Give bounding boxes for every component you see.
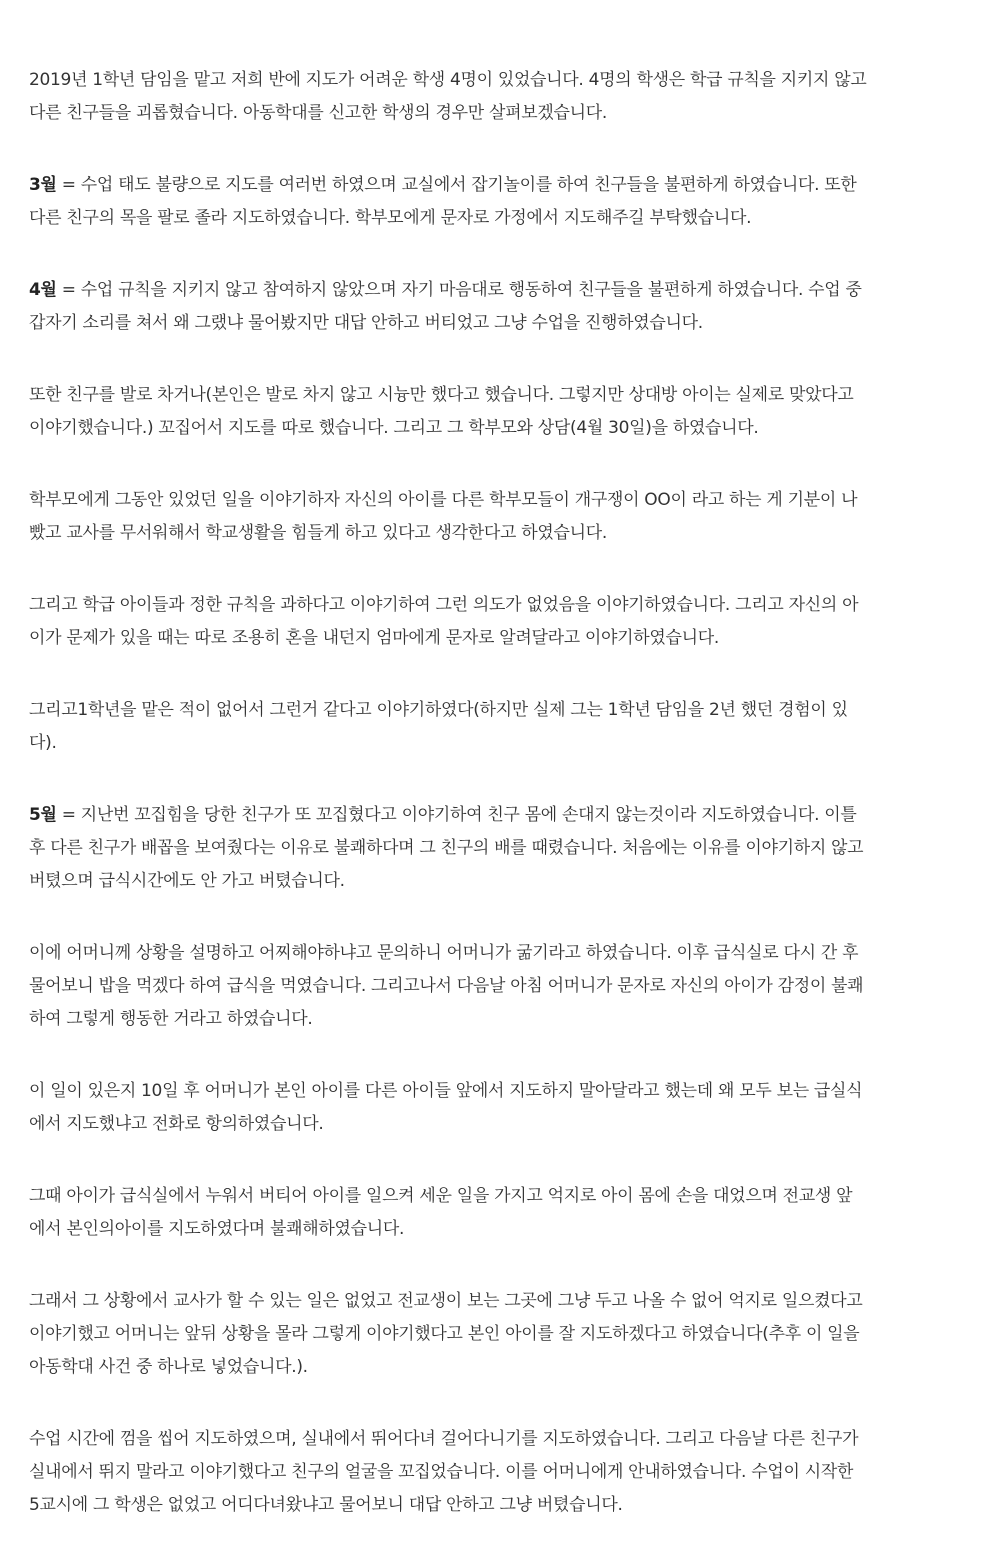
text-line: 빴고 교사를 무서워해서 학교생활을 힘들게 하고 있다고 생각한다고 하였습니다.: [29, 523, 607, 543]
text-line: 2019년 1학년 담임을 맡고 저희 반에 지도가 어려운 학생 4명이 있었습니다. 4명의 학생은 학급 규칙을 지키지 않고: [29, 70, 867, 90]
text-segment: = 수업 태도 불량으로 지도를 여러번 하였으며 교실에서 잡기놀이를 하여 친구들을 불편하게 하였습니다. 또한: [56, 175, 857, 195]
text-line: 5교시에 그 학생은 없었고 어디다녀왔냐고 물어보니 대답 안하고 그냥 버텼습니다.: [29, 1495, 623, 1515]
paragraph-parent-talk: [29, 484, 974, 550]
text-line: 이 일이 있은지 10일 후 어머니가 본인 아이를 다른 아이들 앞에서 지도하지 말아달라고 했는데 왜 모두 보는 급실식: [29, 1081, 863, 1101]
text-line: 버텼으며 급식시간에도 안 가고 버텼습니다.: [29, 871, 345, 891]
text-line: [29, 274, 974, 307]
text-line: [29, 799, 974, 832]
text-line: 이야기했고 어머니는 앞뒤 상황을 몰라 그렇게 이야기했다고 본인 아이를 잘 지도하겠다고 하였습니다(추후 이 일을: [29, 1324, 860, 1344]
text-line: 갑자기 소리를 쳐서 왜 그랬냐 물어봤지만 대답 안하고 버티었고 그냥 수업을 진행하였습니다.: [29, 313, 703, 333]
paragraph-cafeteria: [29, 1180, 974, 1246]
paragraph-kicking: [29, 379, 974, 445]
text-line: 하여 그렇게 행동한 거라고 하였습니다.: [29, 1009, 313, 1029]
article-body: [29, 64, 974, 1561]
text-segment: = 지난번 꼬집힘을 당한 친구가 또 꼬집혔다고 이야기하여 친구 몸에 손대지 않는것이라 지도하였습니다. 이틀: [56, 805, 857, 825]
paragraph-lunch: [29, 937, 974, 1036]
paragraph-april: [29, 274, 974, 340]
text-line: [29, 169, 974, 202]
paragraph-complaint: [29, 1075, 974, 1141]
paragraph-intro: [29, 64, 974, 130]
paragraph-experience: [29, 694, 974, 760]
text-line: 이야기했습니다.) 꼬집어서 지도를 따로 했습니다. 그리고 그 학부모와 상담(4월 30일)을 하였습니다.: [29, 418, 759, 438]
text-line: 물어보니 밥을 먹겠다 하여 급식을 먹였습니다. 그리고나서 다음날 아침 어머니가 문자로 자신의 아이가 감정이 불쾌: [29, 976, 864, 996]
text-line: 이에 어머니께 상황을 설명하고 어찌해야하냐고 문의하니 어머니가 굶기라고 하였습니다. 이후 급식실로 다시 간 후: [29, 943, 859, 963]
paragraph-rules: [29, 589, 974, 655]
text-line: 그때 아이가 급식실에서 누워서 버티어 아이를 일으켜 세운 일을 가지고 억지로 아이 몸에 손을 대었으며 전교생 앞: [29, 1186, 853, 1206]
paragraph-may: [29, 799, 974, 898]
text-line: 실내에서 뛰지 말라고 이야기했다고 친구의 얼굴을 꼬집었습니다. 이를 어머니에게 안내하였습니다. 수업이 시작한: [29, 1462, 854, 1482]
text-line: 그래서 그 상황에서 교사가 할 수 있는 일은 없었고 전교생이 보는 그곳에 그냥 두고 나올 수 없어 억지로 일으켰다고: [29, 1291, 863, 1311]
text-line: 후 다른 친구가 배꼽을 보여줬다는 이유로 불쾌하다며 그 친구의 배를 때렸습니다. 처음에는 이유를 이야기하지 않고: [29, 838, 864, 858]
paragraph-explanation: [29, 1285, 974, 1384]
text-line: 이가 문제가 있을 때는 따로 조용히 혼을 내던지 엄마에게 문자로 알려달라고 이야기하였습니다.: [29, 628, 720, 648]
text-line: 다).: [29, 733, 57, 753]
month-label: 3월: [29, 175, 57, 195]
text-line: 그리고 학급 아이들과 정한 규칙을 과하다고 이야기하여 그런 의도가 없었음을 이야기하였습니다. 그리고 자신의 아: [29, 595, 859, 615]
paragraph-gum: [29, 1423, 974, 1522]
text-segment: = 수업 규칙을 지키지 않고 참여하지 않았으며 자기 마음대로 행동하여 친구들을 불편하게 하였습니다. 수업 중: [56, 280, 862, 300]
text-line: 에서 본인의아이를 지도하였다며 불쾌해하였습니다.: [29, 1219, 405, 1239]
text-line: 그리고1학년을 맡은 적이 없어서 그런거 같다고 이야기하였다(하지만 실제 그는 1학년 담임을 2년 했던 경험이 있: [29, 700, 848, 720]
text-line: 학부모에게 그동안 있었던 일을 이야기하자 자신의 아이를 다른 학부모들이 개구쟁이 OO이 라고 하는 게 기분이 나: [29, 490, 858, 510]
text-line: 또한 친구를 발로 차거나(본인은 발로 차지 않고 시늉만 했다고 했습니다. 그렇지만 상대방 아이는 실제로 맞았다고: [29, 385, 854, 405]
paragraph-march: [29, 169, 974, 235]
text-line: 에서 지도했냐고 전화로 항의하였습니다.: [29, 1114, 324, 1134]
month-label: 4월: [29, 280, 57, 300]
text-line: 다른 친구들을 괴롭혔습니다. 아동학대를 신고한 학생의 경우만 살펴보겠습니다.: [29, 103, 607, 123]
month-label: 5월: [29, 805, 57, 825]
text-line: 아동학대 사건 중 하나로 넣었습니다.).: [29, 1357, 308, 1377]
text-line: 수업 시간에 껌을 씹어 지도하였으며, 실내에서 뛰어다녀 걸어다니기를 지도하였습니다. 그리고 다음날 다른 친구가: [29, 1429, 859, 1449]
text-line: 다른 친구의 목을 팔로 졸라 지도하였습니다. 학부모에게 문자로 가정에서 지도해주길 부탁했습니다.: [29, 208, 752, 228]
